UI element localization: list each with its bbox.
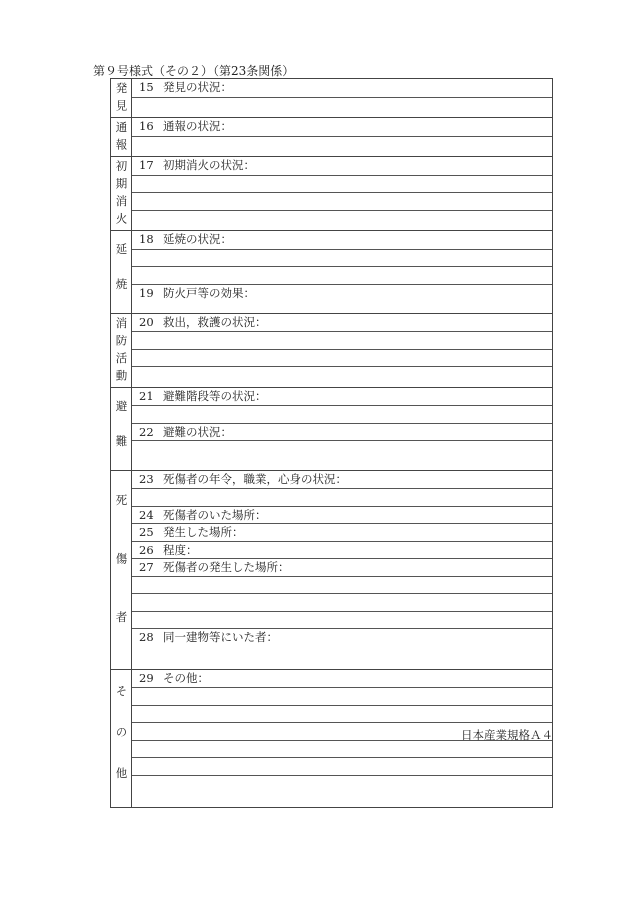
field-label: 通報の状況： [163,119,232,133]
form-field-row[interactable] [132,471,552,489]
field-number: 16 [139,119,154,133]
section-label-cell [111,231,132,313]
section-label: 避難 [114,399,129,470]
blank-entry-row[interactable] [132,249,552,267]
form-title: 第９号様式（その２）（第23条関係） [93,64,295,78]
blank-entry-row[interactable] [132,488,552,506]
section-label-cell [111,471,132,669]
blank-entry-row[interactable] [132,366,552,384]
paper-size-note: 日本産業規格Ａ４ [461,728,553,742]
field-label: 死傷者のいた場所： [163,507,267,522]
field-number: 15 [139,80,154,94]
blank-entry-row[interactable] [132,136,552,154]
section-label-cell [111,79,132,117]
field-number: 24 [139,507,154,522]
blank-entry-row[interactable] [132,440,552,458]
field-label: 防火戸等の効果： [163,285,255,300]
field-label: 同一建物等にいた者： [163,630,278,644]
blank-entry-row[interactable] [132,175,552,193]
field-number: 27 [139,560,154,574]
field-number: 22 [139,424,154,439]
form-field-row[interactable] [132,423,552,441]
field-label: 程度： [163,542,198,557]
blank-entry-row[interactable] [132,405,552,423]
blank-entry-row[interactable] [132,757,552,775]
blank-entry-row[interactable] [132,687,552,705]
form-field-row[interactable] [132,388,552,406]
field-label: 死傷者の年令，職業，心身の状況： [163,471,347,486]
field-number: 18 [139,232,154,246]
blank-entry-row[interactable] [132,593,552,611]
form-field-row[interactable] [132,628,552,646]
section-label: 初期消火 [114,160,129,230]
field-number: 28 [139,630,154,644]
report-form-table [110,78,553,808]
field-label: 初期消火の状況： [163,158,255,172]
form-field-row[interactable] [132,670,552,688]
blank-entry-row[interactable] [132,775,552,793]
form-field-row[interactable] [132,157,552,175]
blank-entry-row[interactable] [132,349,552,367]
section-label: 通報 [114,121,129,156]
section-label: 発見 [114,82,129,117]
form-field-row[interactable] [132,284,552,302]
field-number: 23 [139,471,154,486]
form-section [111,117,552,156]
form-section [111,470,552,669]
field-label: 死傷者の発生した場所： [163,560,290,574]
field-label: 避難階段等の状況： [163,388,267,403]
blank-entry-row[interactable] [132,192,552,210]
form-section [111,156,552,230]
form-field-row[interactable] [132,79,552,97]
section-label-cell [111,388,132,470]
blank-entry-row[interactable] [132,705,552,723]
section-label: 死傷者 [114,493,129,669]
section-label-cell [111,118,132,156]
section-label-cell [111,314,132,387]
section-label: 延焼 [114,242,129,313]
field-label: 発見の状況： [163,80,232,94]
field-label: その他： [163,670,209,685]
blank-entry-row[interactable] [132,266,552,284]
form-field-row[interactable] [132,231,552,249]
form-section [111,79,552,117]
section-label: 消防活動 [114,316,129,387]
field-number: 20 [139,314,154,329]
form-field-row[interactable] [132,118,552,136]
field-number: 25 [139,525,154,539]
form-field-row[interactable] [132,506,552,524]
field-number: 17 [139,158,154,172]
field-number: 21 [139,388,154,403]
form-section [111,230,552,313]
blank-entry-row[interactable] [132,611,552,629]
form-field-row[interactable] [132,314,552,332]
field-number: 26 [139,542,154,557]
section-label-cell [111,670,132,807]
field-number: 19 [139,285,154,300]
form-field-row[interactable] [132,558,552,576]
section-label-cell [111,157,132,230]
form-section [111,313,552,387]
form-field-row[interactable] [132,541,552,559]
field-label: 避難の状況： [163,424,232,439]
blank-entry-row[interactable] [132,97,552,115]
form-section [111,387,552,470]
field-label: 延焼の状況： [163,232,232,246]
field-label: 救出，救護の状況： [163,314,267,329]
section-label: その他 [114,684,129,808]
blank-entry-row[interactable] [132,576,552,594]
field-number: 29 [139,670,154,685]
form-field-row[interactable] [132,523,552,541]
field-label: 発生した場所： [163,525,244,539]
blank-entry-row[interactable] [132,331,552,349]
blank-entry-row[interactable] [132,210,552,228]
